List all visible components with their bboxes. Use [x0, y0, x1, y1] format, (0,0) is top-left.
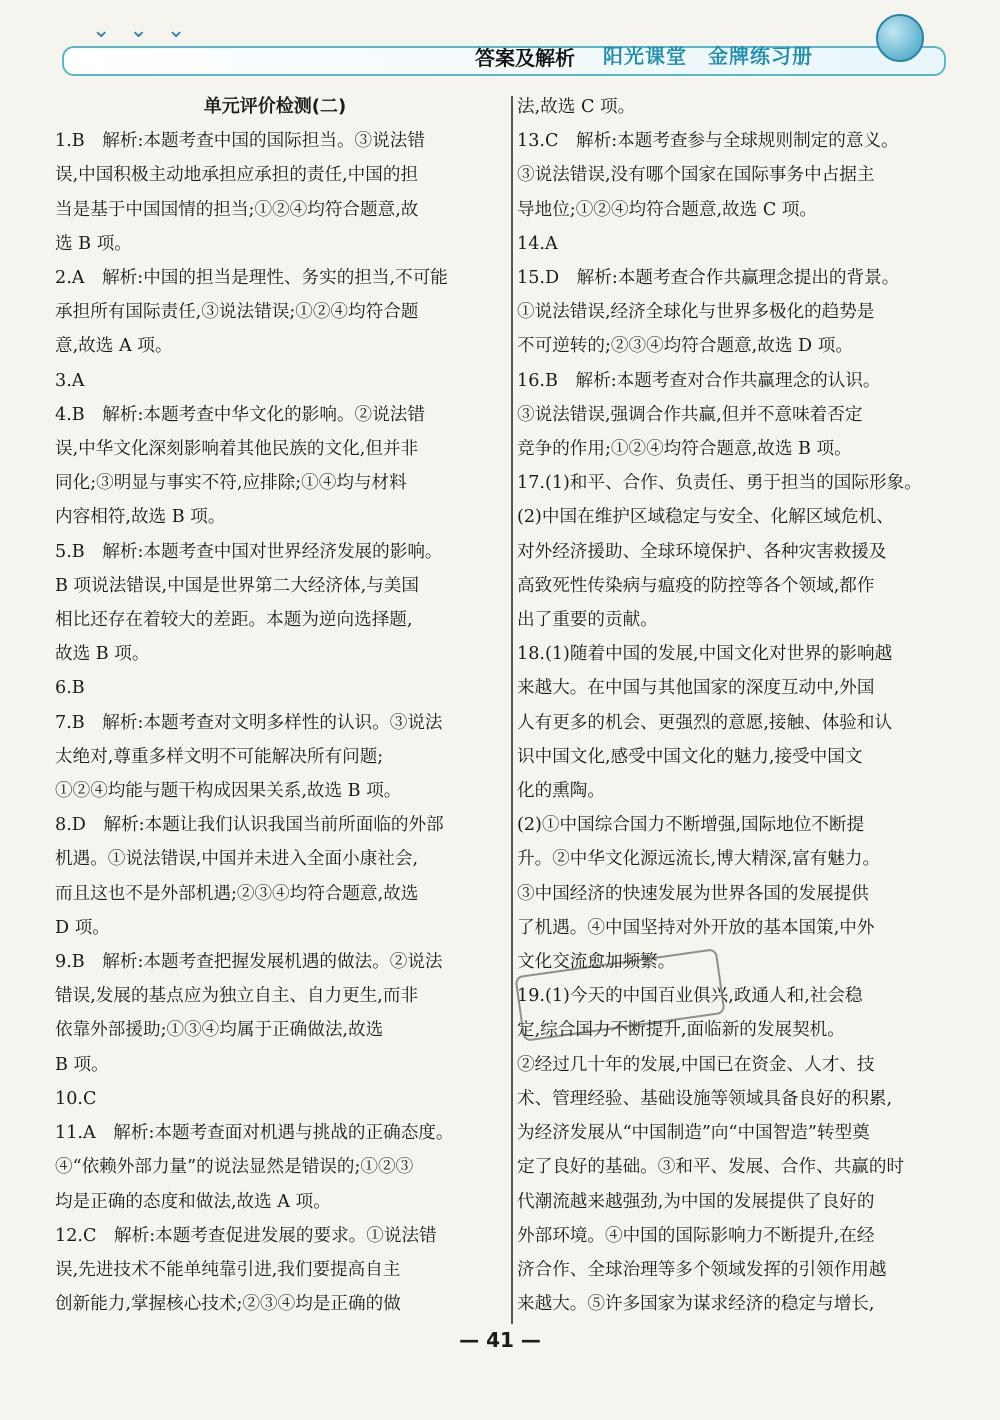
- left-line: 相比还存在着较大的差距。本题为逆向选择题,: [55, 610, 413, 631]
- left-line: 8.D 解析:本题让我们认识我国当前所面临的外部: [55, 815, 444, 836]
- left-line: 选 B 项。: [55, 233, 132, 254]
- right-lines: [517, 90, 957, 1321]
- right-line: 术、管理经验、基础设施等领域具备良好的积累,: [517, 1088, 893, 1109]
- right-line: 法,故选 C 项。: [517, 97, 636, 117]
- globe-icon: [876, 14, 924, 62]
- left-line: 7.B 解析:本题考查对文明多样性的认识。③说法: [55, 712, 443, 733]
- right-line: 18.(1)随着中国的发展,中国文化对世界的影响越: [517, 644, 893, 665]
- right-line: 升。②中华文化源远流长,博大精深,富有魅力。: [517, 849, 881, 870]
- left-line: B 项说法错误,中国是世界第二大经济体,与美国: [55, 575, 419, 596]
- right-line: 15.D 解析:本题考查合作共赢理念提出的背景。: [517, 268, 900, 289]
- left-line: ①②④均能与题干构成因果关系,故选 B 项。: [55, 781, 402, 802]
- section-title: 单元评价检测(二): [203, 96, 347, 117]
- right-line: ②经过几十年的发展,中国已在资金、人才、技: [517, 1054, 875, 1075]
- right-line: 来越大。⑤许多国家为谋求经济的稳定与增长,: [517, 1294, 875, 1315]
- right-line: 化的熏陶。: [517, 781, 605, 802]
- page-number: — 41 —: [459, 1328, 541, 1352]
- left-line: 3.A: [55, 370, 85, 391]
- left-line: 6.B: [55, 678, 85, 699]
- right-line: 14.A: [517, 233, 558, 254]
- left-line: 10.C: [55, 1088, 97, 1109]
- right-line: ③说法错误,强调合作共赢,但并不意味着否定: [517, 404, 863, 425]
- right-line: 17.(1)和平、合作、负责任、勇于担当的国际形象。: [517, 473, 922, 494]
- right-line: 文化交流愈加频繁。: [517, 952, 676, 973]
- left-line: 内容相符,故选 B 项。: [55, 507, 226, 528]
- left-line: 意,故选 A 项。: [55, 336, 173, 357]
- left-line: 均是正确的态度和做法,故选 A 项。: [55, 1191, 331, 1212]
- right-line: 人有更多的机会、更强烈的意愿,接触、体验和认: [517, 712, 893, 733]
- left-line: 误,中华文化深刻影响着其他民族的文化,但并非: [55, 439, 419, 460]
- right-line: (2)①中国综合国力不断增强,国际地位不断提: [517, 815, 865, 836]
- right-line: 定了良好的基础。③和平、发展、合作、共赢的时: [517, 1157, 905, 1178]
- left-line: 太绝对,尊重多样文明不可能解决所有问题;: [55, 746, 384, 767]
- left-line: 错误,发展的基点应为独立自主、自力更生,而非: [55, 986, 419, 1007]
- right-line: 出了重要的贡献。: [517, 610, 658, 631]
- right-line: 识中国文化,感受中国文化的魅力,接受中国文: [517, 746, 863, 767]
- left-line: 机遇。①说法错误,中国并未进入全面小康社会,: [55, 849, 419, 870]
- left-line: 故选 B 项。: [55, 644, 150, 665]
- birds-icon: ⌄ ⌄ ⌄: [92, 18, 192, 43]
- right-line: 16.B 解析:本题考查对合作共赢理念的认识。: [517, 370, 881, 391]
- right-line: 了机遇。④中国坚持对外开放的基本国策,中外: [517, 917, 875, 938]
- left-line: 承担所有国际责任,③说法错误;①②④均符合题: [55, 302, 419, 323]
- right-line: 来越大。在中国与其他国家的深度互动中,外国: [517, 678, 875, 699]
- left-line: 11.A 解析:本题考查面对机遇与挑战的正确态度。: [55, 1123, 454, 1144]
- left-line: 当是基于中国国情的担当;①②④均符合题意,故: [55, 199, 419, 220]
- left-lines: [55, 124, 495, 1321]
- left-line: ④“依赖外部力量”的说法显然是错误的;①②③: [55, 1157, 414, 1178]
- right-line: 为经济发展从“中国制造”向“中国智造”转型奠: [517, 1123, 870, 1144]
- right-line: 对外经济援助、全球环境保护、各种灾害救援及: [517, 541, 887, 562]
- left-line: 创新能力,掌握核心技术;②③④均是正确的做: [55, 1294, 401, 1315]
- left-line: 9.B 解析:本题考查把握发展机遇的做法。②说法: [55, 952, 443, 973]
- left-line: 误,中国积极主动地承担应承担的责任,中国的担: [55, 165, 419, 186]
- page-body: [55, 90, 955, 1330]
- left-line: 而且这也不是外部机遇;②③④均符合题意,故选: [55, 883, 419, 904]
- right-line: 13.C 解析:本题考查参与全球规则制定的意义。: [517, 131, 899, 152]
- right-line: 导地位;①②④均符合题意,故选 C 项。: [517, 199, 818, 220]
- left-line: D 项。: [55, 917, 110, 938]
- right-line: 竞争的作用;①②④均符合题意,故选 B 项。: [517, 439, 852, 460]
- right-line: 定,综合国力不断提升,面临新的发展契机。: [517, 1020, 845, 1041]
- header-right-title: 阳光课堂 金牌练习册: [603, 44, 813, 68]
- left-line: B 项。: [55, 1054, 109, 1075]
- left-line: 12.C 解析:本题考查促进发展的要求。①说法错: [55, 1225, 437, 1246]
- page-header: [0, 0, 1000, 92]
- left-line: 1.B 解析:本题考查中国的国际担当。③说法错: [55, 131, 425, 152]
- right-line: (2)中国在维护区域稳定与安全、化解区域危机、: [517, 507, 894, 528]
- right-line: ①说法错误,经济全球化与世界多极化的趋势是: [517, 302, 875, 323]
- right-line: 19.(1)今天的中国百业俱兴,政通人和,社会稳: [517, 986, 863, 1007]
- left-line: 同化;③明显与事实不符,应排除;①④均与材料: [55, 473, 407, 494]
- right-line: 高致死性传染病与瘟疫的防控等各个领域,都作: [517, 575, 875, 596]
- right-line: ③中国经济的快速发展为世界各国的发展提供: [517, 883, 869, 904]
- left-line: 5.B 解析:本题考查中国对世界经济发展的影响。: [55, 541, 443, 562]
- header-left-title: 答案及解析: [475, 46, 575, 70]
- right-line: 不可逆转的;②③④均符合题意,故选 D 项。: [517, 336, 853, 357]
- left-line: 2.A 解析:中国的担当是理性、务实的担当,不可能: [55, 268, 448, 289]
- left-line: 4.B 解析:本题考查中华文化的影响。②说法错: [55, 404, 425, 425]
- right-line: ③说法错误,没有哪个国家在国际事务中占据主: [517, 165, 875, 186]
- left-line: 误,先进技术不能单纯靠引进,我们要提高自主: [55, 1259, 401, 1280]
- right-line: 外部环境。④中国的国际影响力不断提升,在经: [517, 1225, 875, 1246]
- right-line: 代潮流越来越强劲,为中国的发展提供了良好的: [517, 1191, 875, 1212]
- right-column: [517, 90, 957, 1321]
- left-line: 依靠外部援助;①③④均属于正确做法,故选: [55, 1020, 384, 1041]
- left-column: [55, 90, 495, 1321]
- right-line: 济合作、全球治理等多个领域发挥的引领作用越: [517, 1259, 887, 1280]
